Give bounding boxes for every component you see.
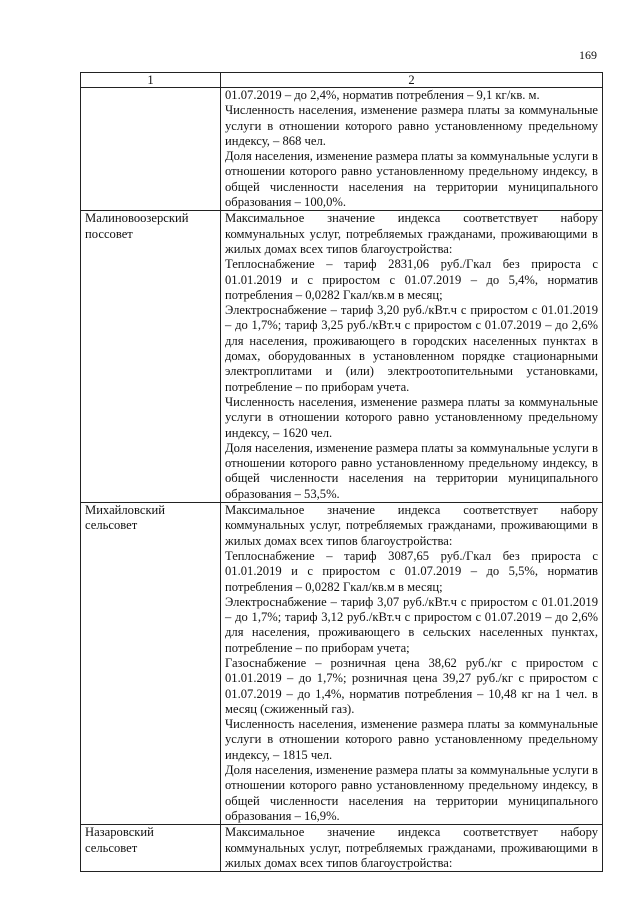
municipality-type: поссовет xyxy=(85,226,133,241)
paragraph: Доля населения, изменение размера платы за коммунальные услуги в отношении которого равно установленному предельному индексу, в общей численности населения на территории муниципального образования – 100,0%. xyxy=(225,149,598,210)
paragraph: Численность населения, изменение размера платы за коммунальные услуги в отношении которого равно установленному предельному индексу, – 868 чел. xyxy=(225,103,598,148)
column-header: 2 xyxy=(221,73,603,88)
table-row xyxy=(81,825,603,872)
page-number: 169 xyxy=(579,48,597,62)
paragraph: Максимальное значение индекса соответствует набору коммунальных услуг, потребляемых гражданами, проживающими в жилых домах всех типов благоустройства: xyxy=(225,825,598,870)
description-cell xyxy=(221,503,603,825)
paragraph: Максимальное значение индекса соответствует набору коммунальных услуг, потребляемых гражданами, проживающими в жилых домах всех типов благоустройства: xyxy=(225,503,598,548)
table-row xyxy=(81,88,603,211)
description-cell xyxy=(221,211,603,503)
municipality-cell xyxy=(81,503,221,825)
paragraph: Доля населения, изменение размера платы за коммунальные услуги в отношении которого равно установленному предельному индексу, в общей численности населения на территории муниципального образования – 16,9%. xyxy=(225,763,598,823)
municipality-type: сельсовет xyxy=(85,840,138,855)
municipality-cell xyxy=(81,88,221,211)
tariff-table xyxy=(80,72,603,872)
column-header: 1 xyxy=(81,73,221,88)
paragraph: Электроснабжение – тариф 3,20 руб./кВт.ч с приростом с 01.01.2019 – до 1,7%; тариф 3,25 руб./кВт.ч с приростом с 01.07.2019 – до 2,6% для населения, проживающего в городских населенных пунктах в домах, оборудованных в установленном порядке стационарными электроплитами и (или) электроотопительными установками, потребление – по приборам учета. xyxy=(225,303,598,394)
paragraph: Теплоснабжение – тариф 3087,65 руб./Гкал без прироста с 01.01.2019 и с приростом с 01.07.2019 – до 5,5%, норматив потребления – 0,0282 Гкал/кв.м в месяц; xyxy=(225,548,598,594)
municipality-type: сельсовет xyxy=(85,518,138,533)
paragraph: Электроснабжение – тариф 3,07 руб./кВт.ч с приростом с 01.01.2019 – до 1,7%; тариф 3,12 руб./кВт.ч с приростом с 01.07.2019 – до 2,6% для населения, проживающего в сельских населенных пунктах, потребление – по приборам учета; xyxy=(225,594,598,655)
table-header-row xyxy=(81,73,603,88)
paragraph: Максимальное значение индекса соответствует набору коммунальных услуг, потребляемых гражданами, проживающими в жилых домах всех типов благоустройства: xyxy=(225,211,598,256)
municipality-cell xyxy=(81,825,221,872)
municipality-name: Малиновоозерский xyxy=(85,211,189,226)
paragraph: Теплоснабжение – тариф 2831,06 руб./Гкал без прироста с 01.01.2019 и с приростом с 01.07.2019 – до 5,4%, норматив потребления – 0,0282 Гкал/кв.м в месяц; xyxy=(225,257,598,302)
municipality-cell xyxy=(81,211,221,503)
paragraph: Доля населения, изменение размера платы за коммунальные услуги в отношении которого равно установленному предельному индексу, в общей численности населения на территории муниципального образования – 53,5%. xyxy=(225,440,598,501)
table-row xyxy=(81,211,603,503)
paragraph: Численность населения, изменение размера платы за коммунальные услуги в отношении которого равно установленному предельному индексу, – 1815 чел. xyxy=(225,717,598,762)
table-row xyxy=(81,503,603,825)
municipality-name: Михайловский xyxy=(85,503,166,518)
description-cell xyxy=(221,825,603,872)
municipality-name: Назаровский xyxy=(85,825,154,840)
paragraph: Газоснабжение – розничная цена 38,62 руб./кг с приростом с 01.01.2019 – до 1,7%; розничная цена 39,27 руб./кг с приростом с 01.07.2019 – до 1,4%, норматив потребления – 10,48 кг на 1 чел. в месяц (сжиженный газ). xyxy=(225,655,598,716)
paragraph: 01.07.2019 – до 2,4%, норматив потребления – 9,1 кг/кв. м. xyxy=(225,88,540,102)
paragraph: Численность населения, изменение размера платы за коммунальные услуги в отношении которого равно установленному предельному индексу, – 1620 чел. xyxy=(225,394,598,440)
description-cell xyxy=(221,88,603,211)
